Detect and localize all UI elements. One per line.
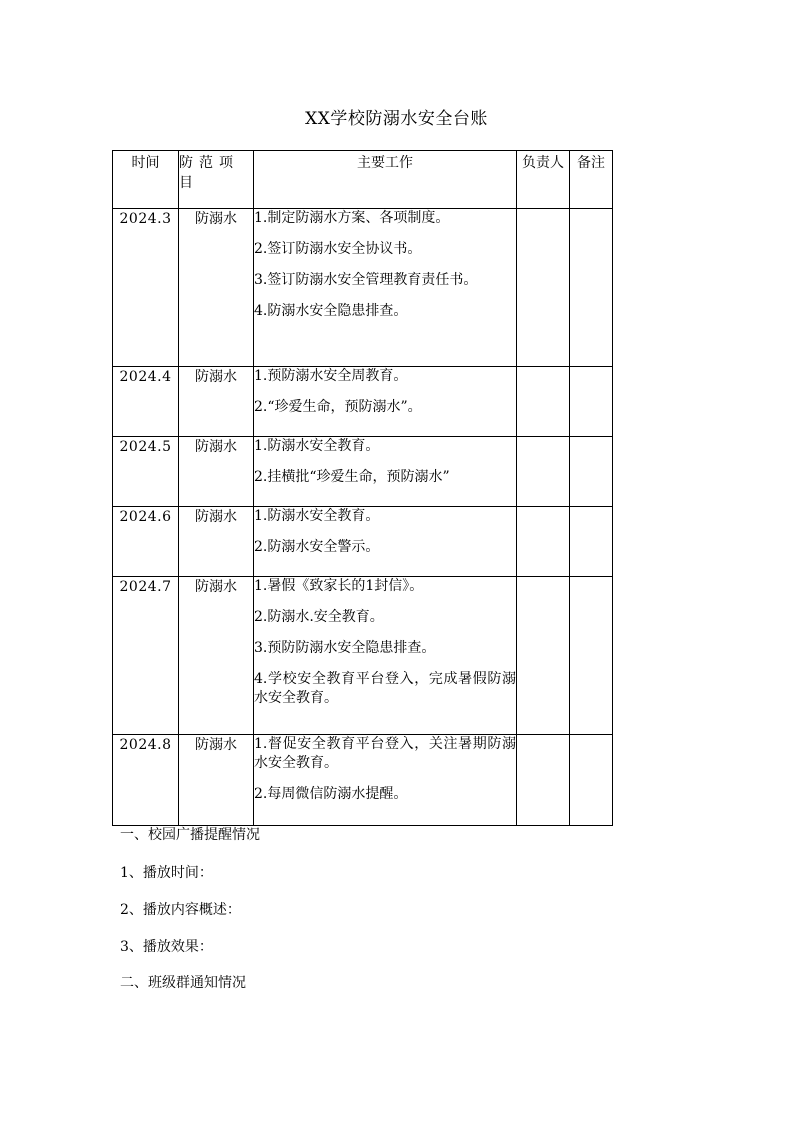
work-item: 1.防溺水安全教育。 bbox=[254, 438, 380, 454]
row-date: 2024.7 bbox=[113, 577, 179, 735]
row-responsible-person bbox=[517, 209, 570, 367]
work-item: 4.学校安全教育平台登入，完成暑假防溺水安全教育。 bbox=[254, 671, 516, 706]
row-main-work bbox=[254, 367, 517, 437]
row-date: 2024.5 bbox=[113, 437, 179, 507]
work-item: 1.督促安全教育平台登入，关注暑期防溺水安全教育。 bbox=[254, 736, 516, 771]
table-row bbox=[113, 437, 613, 507]
row-prevention-item: 防溺水 bbox=[179, 507, 254, 577]
row-main-work bbox=[254, 437, 517, 507]
work-item: 1.暑假《致家长的1封信》。 bbox=[254, 578, 424, 594]
table-row bbox=[113, 577, 613, 735]
table-row bbox=[113, 735, 613, 826]
table-row bbox=[113, 367, 613, 437]
row-responsible-person bbox=[517, 367, 570, 437]
header-main-work: 主要工作 bbox=[254, 151, 517, 209]
row-main-work bbox=[254, 735, 517, 826]
work-item: 2.挂横批“珍爱生命，预防溺水” bbox=[254, 469, 450, 485]
header-prevention-item: 防范项目 bbox=[179, 151, 254, 209]
work-item: 3.预防防溺水安全隐患排查。 bbox=[254, 640, 436, 656]
row-main-work bbox=[254, 577, 517, 735]
work-item: 3.签订防溺水安全管理教育责任书。 bbox=[254, 272, 478, 288]
section-line: 1、播放时间： bbox=[120, 865, 213, 881]
row-date: 2024.3 bbox=[113, 209, 179, 367]
work-item: 2.签订防溺水安全协议书。 bbox=[254, 241, 422, 257]
work-item: 1.制定防溺水方案、各项制度。 bbox=[254, 210, 450, 226]
work-item: 2.防溺水安全警示。 bbox=[254, 539, 380, 555]
row-remarks bbox=[570, 367, 613, 437]
row-main-work bbox=[254, 507, 517, 577]
row-responsible-person bbox=[517, 735, 570, 826]
work-item: 4.防溺水安全隐患排查。 bbox=[254, 303, 408, 319]
row-remarks bbox=[570, 735, 613, 826]
work-item: 1.预防溺水安全周教育。 bbox=[254, 368, 408, 384]
row-prevention-item: 防溺水 bbox=[179, 367, 254, 437]
row-date: 2024.6 bbox=[113, 507, 179, 577]
section-line: 二、班级群通知情况 bbox=[120, 975, 246, 991]
row-remarks bbox=[570, 507, 613, 577]
table-header-row bbox=[113, 151, 613, 209]
row-prevention-item: 防溺水 bbox=[179, 577, 254, 735]
table-row bbox=[113, 507, 613, 577]
section-line: 一、校园广播提醒情况 bbox=[120, 827, 260, 843]
row-main-work bbox=[254, 209, 517, 367]
row-remarks bbox=[570, 577, 613, 735]
table-row bbox=[113, 209, 613, 367]
row-responsible-person bbox=[517, 577, 570, 735]
row-responsible-person bbox=[517, 437, 570, 507]
ledger-table bbox=[112, 150, 613, 826]
work-item: 2.防溺水.安全教育。 bbox=[254, 609, 384, 625]
work-item: 2.“珍爱生命，预防溺水”。 bbox=[254, 399, 422, 415]
header-responsible-person: 负责人 bbox=[517, 151, 570, 209]
section-line: 3、播放效果： bbox=[120, 939, 213, 955]
row-remarks bbox=[570, 209, 613, 367]
header-remarks: 备注 bbox=[570, 151, 613, 209]
row-prevention-item: 防溺水 bbox=[179, 437, 254, 507]
row-remarks bbox=[570, 437, 613, 507]
work-item: 1.防溺水安全教育。 bbox=[254, 508, 380, 524]
document-title: XX学校防溺水安全台账 bbox=[305, 109, 488, 129]
header-time: 时间 bbox=[113, 151, 179, 209]
row-prevention-item: 防溺水 bbox=[179, 209, 254, 367]
row-date: 2024.4 bbox=[113, 367, 179, 437]
work-item: 2.每周微信防溺水提醒。 bbox=[254, 786, 408, 802]
row-date: 2024.8 bbox=[113, 735, 179, 826]
section-line: 2、播放内容概述： bbox=[120, 902, 241, 918]
row-prevention-item: 防溺水 bbox=[179, 735, 254, 826]
row-responsible-person bbox=[517, 507, 570, 577]
